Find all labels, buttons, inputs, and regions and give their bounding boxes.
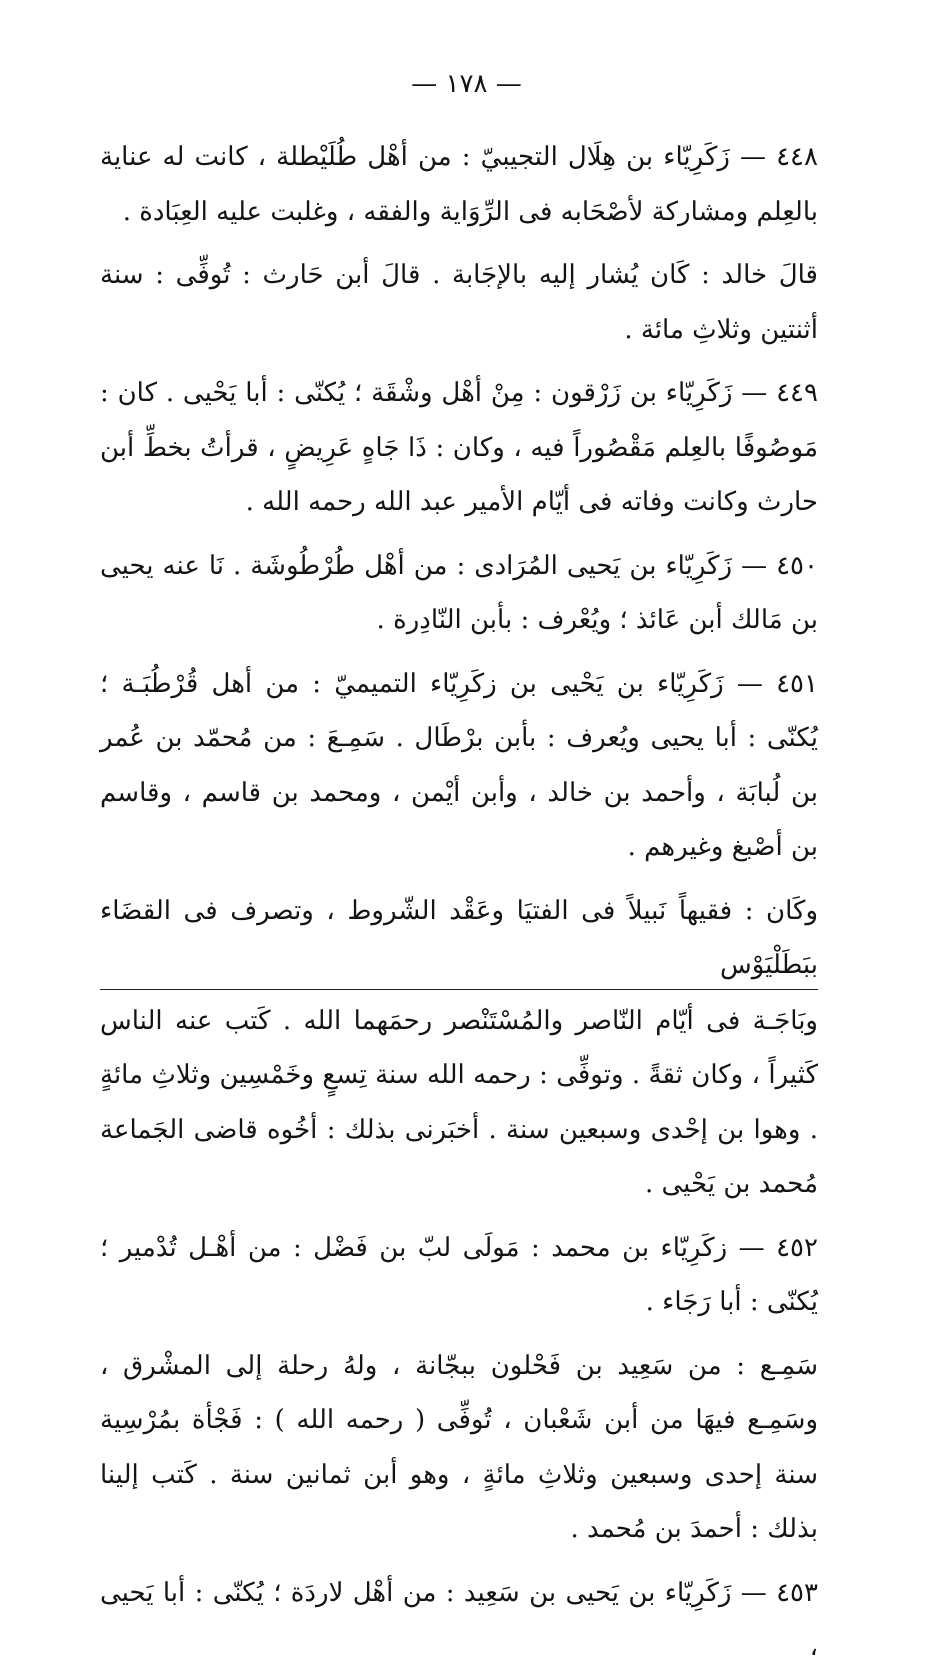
page-number: — ١٧٨ —	[411, 69, 522, 99]
entry-451-continuation: وبَاجَـة فى أيّام النّاصر والمُسْتَنْصر رحمَهما الله . كَتب عنه الناس كَثيراً ، وكان ثقةً . وتوفِّى : رحمه الله سنة تِسعٍ وخَمْسِين وثلاثِ مائةٍ . وهوا بن إحْدى وسبعين سنة . أخبَرنى بذلك : أخُوه قاضى الجَماعة مُحمد بن يَحْيى .	[100, 1005, 818, 1199]
entry-452: ٤٥٢ — زكَرِيّاء بن محمد : مَولَى لبّ بن فَضْل : من أهْـل تُدْمير ؛ يُكنّى : أبا رَجَاء .	[100, 1232, 818, 1317]
entry-448: ٤٤٨ — زَكَرِيّاء بن هِلَال التجيبيّ : من أهْل طُلَيْطلة ، كانت له عناية بالعِلم ومشاركة لأصْحَابه فى الرِّوَاية والفقه ، وغلبت عليه العِبَادة .	[100, 142, 818, 227]
page-text-body	[100, 130, 818, 1675]
entry-448-note: قالَ خالد : كَان يُشار إليه بالإجَابة . قالَ أبن حَارث : تُوفِّى : سنة أثنتين وثلاثِ مائة .	[100, 260, 818, 345]
entry-449: ٤٤٩ — زَكَرِيّاء بن زَرْقون : مِنْ أهْل وشْقَة ؛ يُكنّى : أبا يَحْيى . كان : مَوصُوفًا بالعِلم مَقْصُوراً فيه ، وكان : ذَا جَاهٍ عَرِيضٍ ، قرأتُ بخطِّ أبن حارث وكانت وفاته فى أيّام الأمير عبد الله رحمه الله .	[100, 378, 818, 517]
underline-rule	[100, 989, 818, 990]
entry-453: ٤٥٣ — زَكَرِيّاء بن يَحيى بن سَعِيد : من أهْل لاردَة ؛ يُكنّى : أبا يَحيى ،	[100, 1577, 818, 1662]
entry-450: ٤٥٠ — زَكَرِيّاء بن يَحيى المُرَادى : من أهْل طُرْطُوشَة . نَا عنه يحيى بن مَالك أبن عَائذ ؛ ويُعْرف : بأبن النّادِرة .	[100, 550, 818, 635]
entry-451-note: وكَان : فقيهاً نَبيلاً فى الفتيَا وعَقْد الشّروط ، وتصرف فى القضَاء ببَطَلْيَوْس	[100, 895, 818, 980]
entry-451: ٤٥١ — زَكَرِيّاء بن يَحْيى بن زكَرِيّاء التميميّ : من أهل قُرْطُبَـة ؛ يُكنّى : أبا يحيى ويُعرف : بأبن برْطَال . سَمِـعَ : من مُحمّد بن عُمر بن لُبابَة ، وأحمد بن خالد ، وأبن أيْمن ، ومحمد بن قاسم ، وقاسم بن أصْبغ وغيرهم .	[100, 668, 818, 862]
entry-452-note: سَمِـع : من سَعِيد بن فَحْلون ببجّانة ، ولهُ رحلة إلى المشْرق ، وسَمِـع فيهَا من أبن شَعْبان ، تُوفِّى ( رحمه الله ) : فَجْأة بمُرْسِية سنة إحدى وسبعين وثلاثِ مائةٍ ، وهو أبن ثمانين سنة . كَتب إلينا بذلك : أحمدَ بن مُحمد .	[100, 1350, 818, 1544]
